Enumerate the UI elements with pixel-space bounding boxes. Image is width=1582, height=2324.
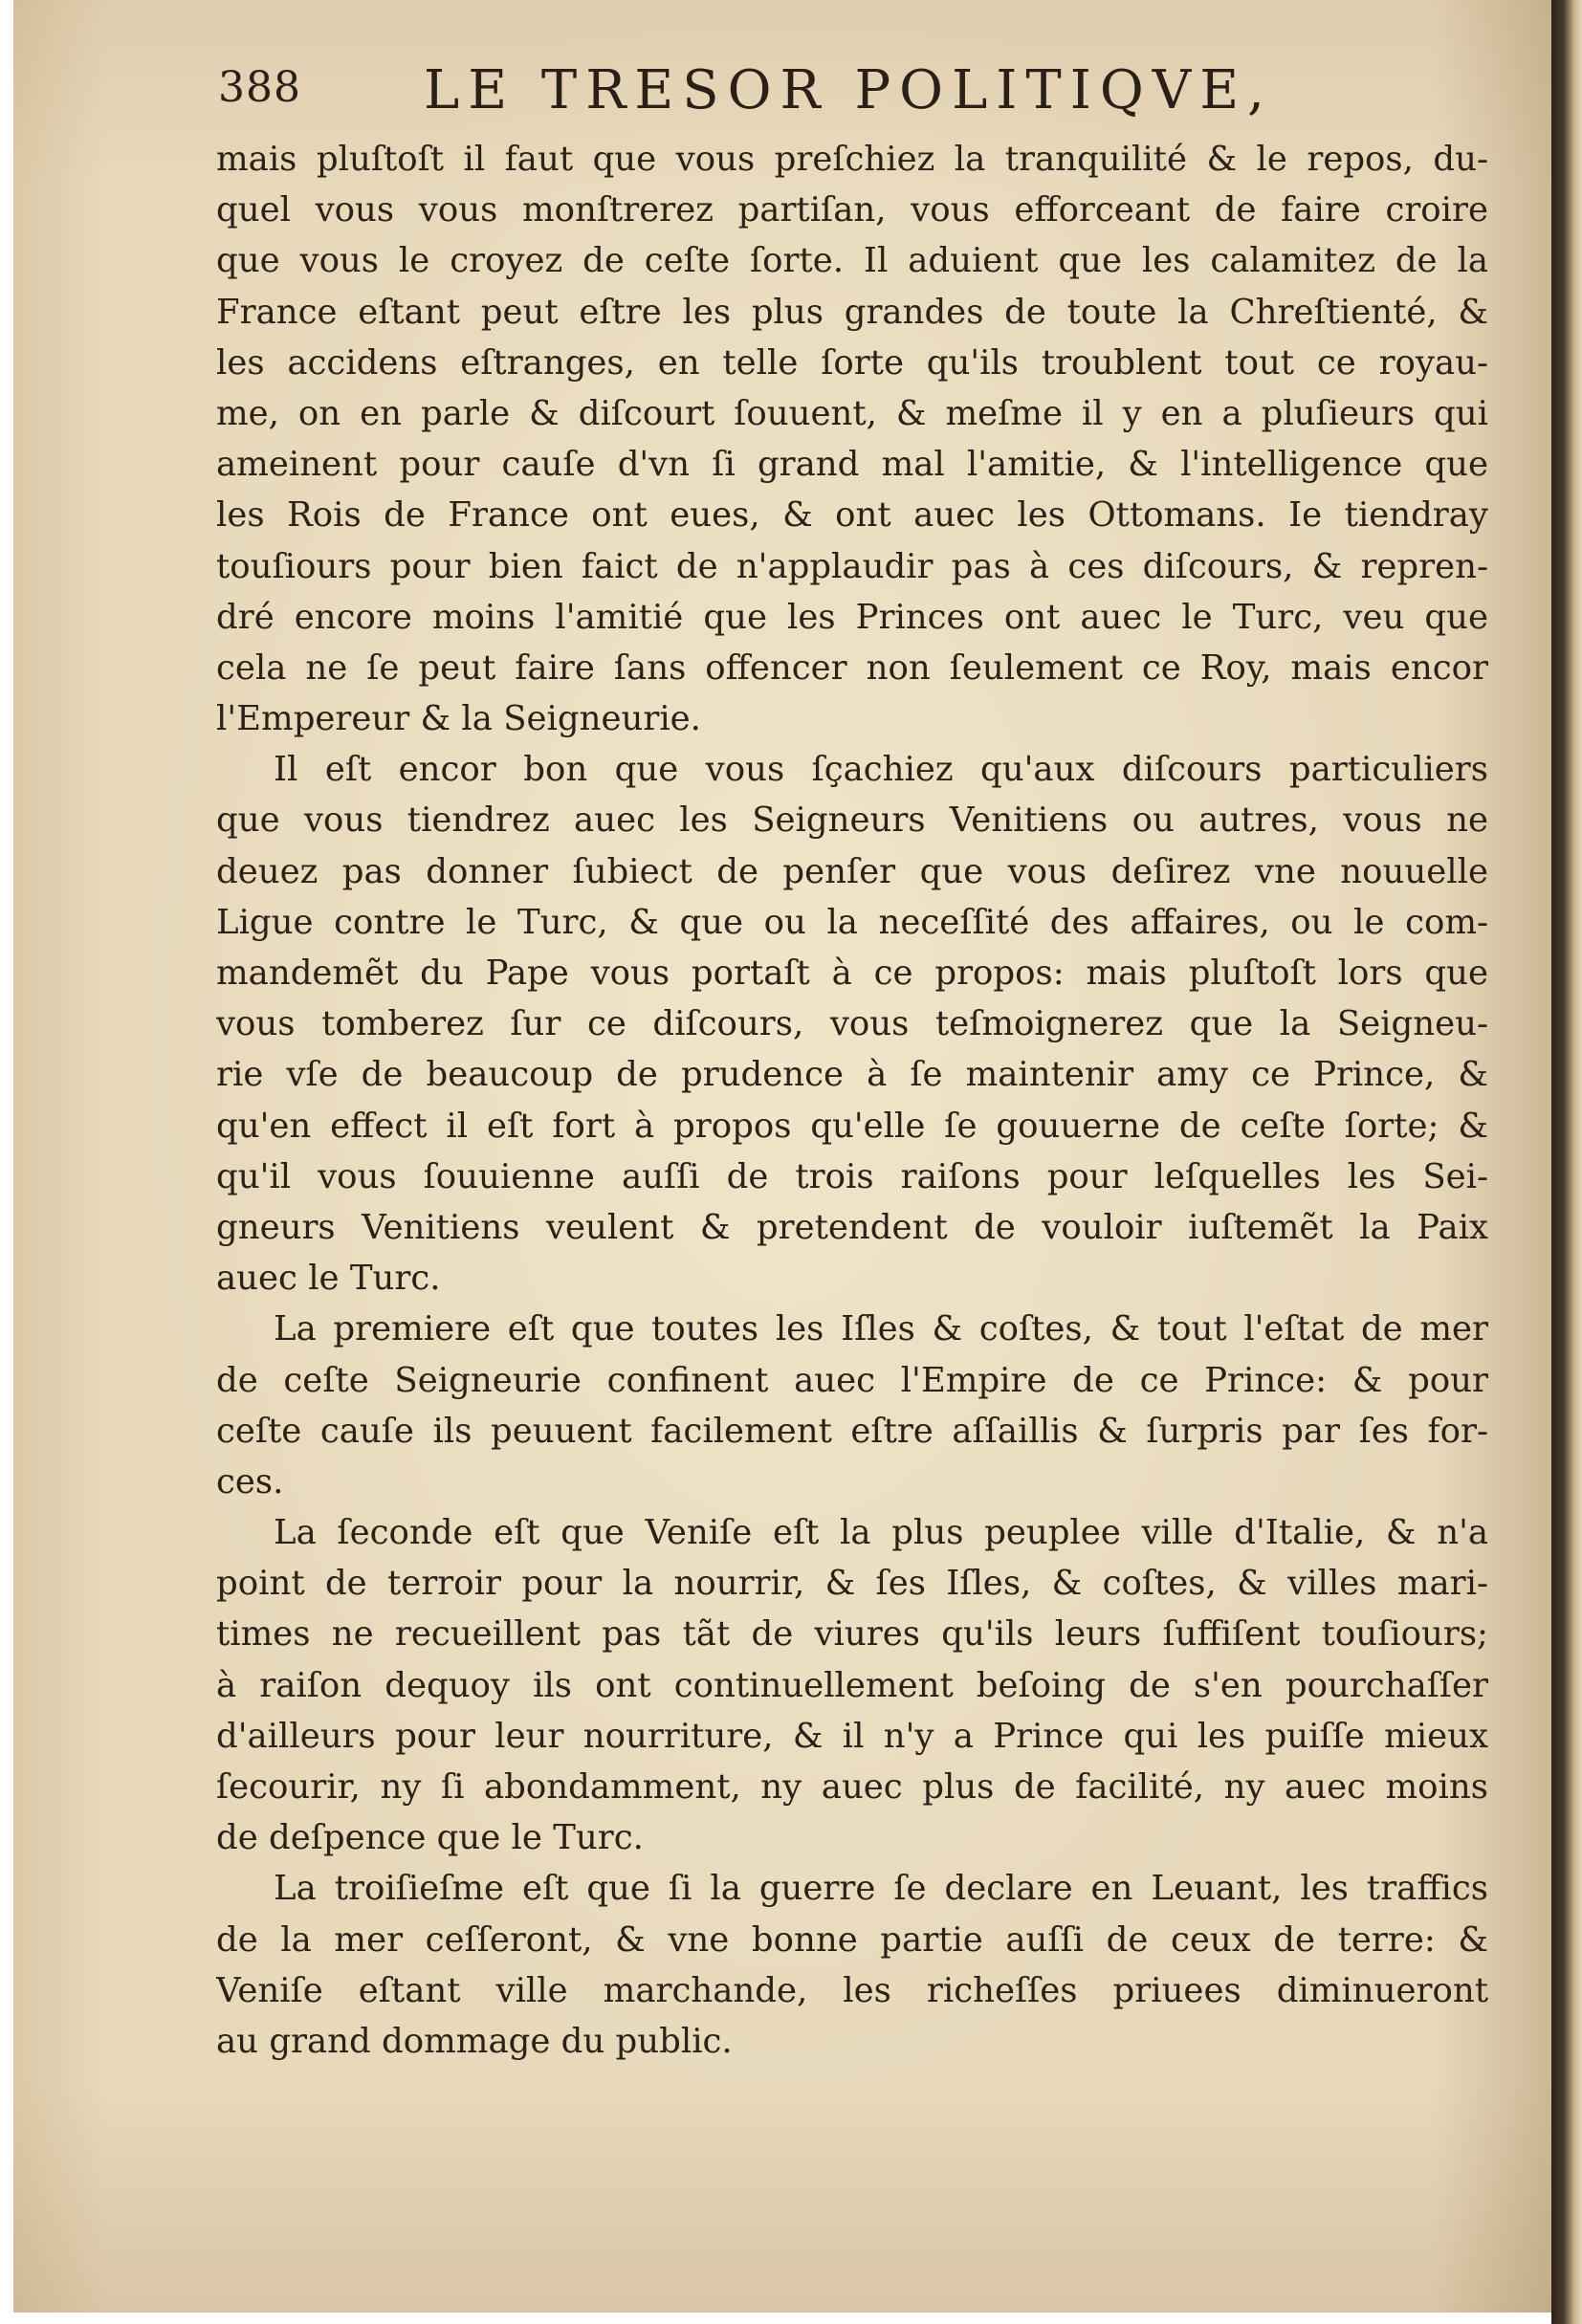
text-line: ces. — [216, 1461, 284, 1502]
paragraph — [216, 1863, 1488, 2067]
text-line: les Rois de France ont eues, & ont auec les Ottomans. Ie tiendray — [216, 495, 1488, 536]
paragraph — [216, 1507, 1488, 1863]
text-line: mandemẽt du Pape vous portaſt à ce propos: mais pluſtoſt lors que — [216, 954, 1488, 993]
paragraph — [216, 1304, 1488, 1507]
book-spine — [1551, 0, 1582, 2324]
text-line: dré encore moins l'amitié que les Princes ont auec le Turc, veu que — [216, 597, 1488, 637]
paragraph — [216, 134, 1488, 744]
text-line: me, on en parle & diſcourt ſouuent, & meſme il y en a pluſieurs qui — [216, 393, 1488, 433]
text-line: ceſte cauſe ils peuuent facilement eſtre aſſaillis & ſurpris par ſes for- — [216, 1411, 1488, 1451]
text-line: de ceſte Seigneurie confinent auec l'Empire de ce Prince: & pour — [216, 1360, 1488, 1400]
page-number: 388 — [218, 63, 301, 112]
text-line: ameinent pour cauſe d'vn ſi grand mal l'amitie, & l'intelligence que — [216, 445, 1488, 485]
text-line: vous tomberez ſur ce diſcours, vous teſmoignerez que la Seigneu- — [216, 1004, 1488, 1044]
text-line: Il eſt encor bon que vous ſçachiez qu'aux diſcours particuliers — [274, 750, 1488, 790]
text-line: au grand dommage du public. — [216, 2021, 733, 2061]
text-line: à raiſon dequoy ils ont continuellement beſoing de s'en pourchaſſer — [216, 1665, 1488, 1705]
text-line: point de terroir pour la nourrir, & ſes Iſles, & coſtes, & villes mari- — [216, 1564, 1488, 1604]
text-line: mais pluſtoſt il faut que vous preſchiez la tranquilité & le repos, du- — [216, 140, 1488, 179]
text-line: de deſpence que le Turc. — [216, 1818, 644, 1858]
text-line: rie vſe de beaucoup de prudence à ſe maintenir amy ce Prince, & — [216, 1055, 1488, 1095]
paragraph — [216, 744, 1488, 1304]
text-line: que vous le croyez de ceſte ſorte. Il aduient que les calamitez de la — [216, 241, 1488, 281]
page-header — [218, 59, 1471, 126]
text-line: que vous tiendrez auec les Seigneurs Venitiens ou autres, vous ne — [216, 800, 1488, 841]
text-line: l'Empereur & la Seigneurie. — [216, 699, 701, 739]
text-line: times ne recueillent pas tãt de viures qu'ils leurs ſuffiſent touſiours; — [216, 1614, 1488, 1655]
text-line: qu'il vous ſouuienne auſſi de trois raiſons pour leſquelles les Sei- — [216, 1156, 1488, 1196]
text-line: gneurs Venitiens veulent & pretendent de vouloir iuſtemẽt la Paix — [216, 1207, 1488, 1247]
text-line: les accidens eſtranges, en telle ſorte qu'ils troublent tout ce royau- — [216, 342, 1488, 383]
text-line: deuez pas donner ſubiect de penſer que vous deſirez vne nouuelle — [216, 851, 1488, 891]
text-line: quel vous vous monſtrerez partiſan, vous efforceant de faire croire — [216, 190, 1488, 230]
body-text — [216, 134, 1488, 2067]
text-line: Veniſe eſtant ville marchande, les richeſſes priuees diminueront — [216, 1970, 1488, 2010]
text-line: qu'en effect il eſt fort à propos qu'elle ſe gouuerne de ceſte ſorte; & — [216, 1106, 1488, 1146]
text-line: de la mer ceſſeront, & vne bonne partie auſſi de ceux de terre: & — [216, 1919, 1488, 1960]
text-line: touſiours pour bien faict de n'applaudir pas à ces diſcours, & repren- — [216, 546, 1488, 586]
text-line: Ligue contre le Turc, & que ou la neceſſité des affaires, ou le com- — [216, 902, 1488, 942]
text-line: La premiere eſt que toutes les Iſles & coſtes, & tout l'eſtat de mer — [274, 1309, 1488, 1349]
text-line: cela ne ſe peut faire ſans offencer non ſeulement ce Roy, mais encor — [216, 647, 1488, 688]
text-line: ſecourir, ny ſi abondamment, ny auec plus de facilité, ny auec moins — [216, 1767, 1488, 1807]
text-line: auec le Turc. — [216, 1259, 441, 1299]
text-line: La troiſieſme eſt que ſi la guerre ſe declare en Leuant, les traffics — [274, 1869, 1488, 1909]
running-title: LE TRESOR POLITIQVE, — [424, 59, 1273, 121]
text-line: d'ailleurs pour leur nourriture, & il n'y a Prince qui les puiſſe mieux — [216, 1716, 1488, 1756]
text-line: La ſeconde eſt que Veniſe eſt la plus peuplee ville d'Italie, & n'a — [274, 1513, 1488, 1553]
text-line: France eſtant peut eſtre les plus grandes de toute la Chreſtienté, & — [216, 292, 1488, 332]
